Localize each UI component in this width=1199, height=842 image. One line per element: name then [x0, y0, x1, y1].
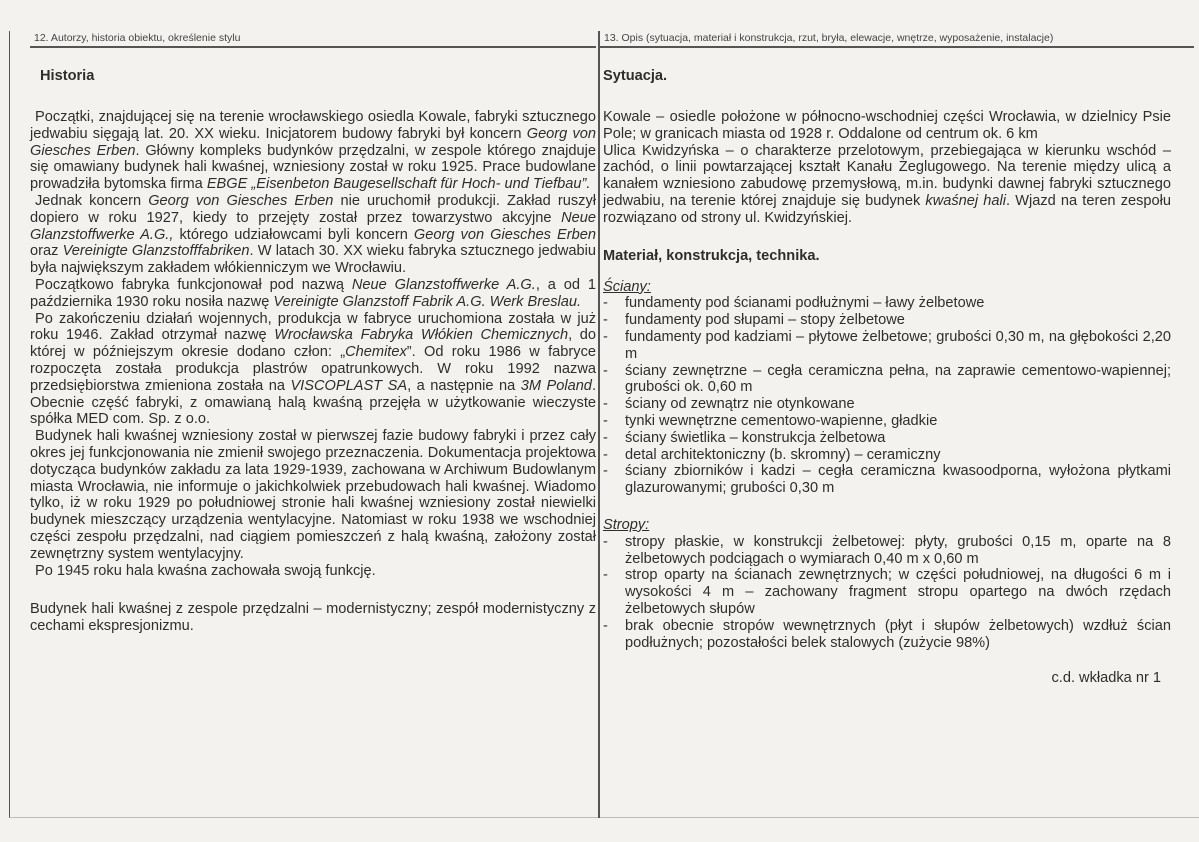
wall-item: - ściany zbiorników i kadzi – cegła ceramiczna kwasoodporna, wyłożona płytkami glazurowanymi; grubości 0,30 m	[603, 463, 1171, 497]
wall-item: - fundamenty pod ścianami podłużnymi – ławy żelbetowe	[603, 295, 1171, 312]
history-paragraph	[30, 563, 596, 580]
paragraph-text: , do której w późniejszym okresie dodano człon: „	[30, 327, 597, 361]
wall-item: - fundamenty pod kadziami – płytowe żelbetowe; grubości 0,30 m, na głębokości 2,20 m	[603, 329, 1171, 363]
column-divider	[598, 31, 600, 818]
italic-name: Vereinigte Glanzstoff Fabrik A.G. Werk Breslau.	[273, 293, 582, 310]
wall-item: - detal architektoniczny (b. skromny) – ceramiczny	[603, 447, 1171, 464]
history-paragraph	[30, 311, 596, 429]
italic-name: Neue Glanzstoffwerke A.G.	[351, 276, 536, 293]
situation-paragraph-2	[603, 143, 1171, 227]
situation-text-end: . Wjazd na teren zespołu rozwiązano od strony ul. Kwidzyńskiej.	[603, 192, 1171, 226]
paragraph-text: ”. Od roku 1986 w fabryce rozpoczęta została produkcja plastrów opatrunkowych. W roku 1992 nazwa przedsiębiorstwa zmieniona została na	[30, 344, 596, 394]
situation-italic: kwaśnej hali	[925, 192, 1007, 209]
paragraph-text: Początkowo fabryka funkcjonował pod nazwą	[35, 276, 352, 293]
italic-name: Vereinigte Glanzstofffabriken	[62, 243, 250, 260]
paragraph-text: Po 1945 roku hala kwaśna zachowała swoją funkcję.	[35, 562, 376, 579]
wall-item: - ściany zewnętrzne – cegła ceramiczna pełna, na zaprawie cementowo-wapiennej; grubości ok. 0,60 m	[603, 363, 1171, 397]
paragraph-text: Budynek hali kwaśnej wzniesiony został w pierwszej fazie budowy fabryki i przez cały okres jej funkcjonowania nie zmienił swojego przeznaczenia. Dokumentacja projektowa dotycząca budynków zakładu za lata 1929-1939, zachowana w Archiwum Budowlanym miasta Wrocławia, nie informuje o jakichkolwiek przebudowach hali kwaśnej. Wiadomo tylko, iż w roku 1929 po południowej stronie hali kwaśnej wzniesiony został niewielki budynek mieszczący urządzenia wentylacyjne. Natomiast w roku 1938 we wschodniej części zespołu przędzalni, nad ciągiem pomieszczeń z halą kwaśną, założony został zewnętrzny system wentylacyjny.	[30, 428, 596, 562]
continued-note: c.d. wkładka nr 1	[1051, 670, 1161, 687]
ceiling-item: - brak obecnie stropów wewnętrznych (płyt i słupów żelbetowych) wzdłuż ścian podłużnych; pozostałości belek stalowych (zużycie 98%)	[603, 618, 1171, 652]
ceiling-item: - strop oparty na ścianach zewnętrznych; w części południowej, na długości 6 m i wysokości 4 m – zachowany fragment stropu opartego na dwóch rzędach żelbetowych słupów	[603, 567, 1171, 617]
right-section-header: 13. Opis (sytuacja, materiał i konstrukcja, rzut, bryła, elewacje, wnętrze, wyposażenie, instalacje)	[604, 32, 1054, 44]
paragraph-text: Początki, znajdującej się na terenie wrocławskiego osiedla Kowale, fabryki sztucznego jedwabiu sięgają lat. 20. XX wieku. Inicjatorem budowy fabryki był koncern	[30, 109, 596, 142]
history-title: Historia	[40, 68, 95, 84]
italic-name: Chemitex	[345, 344, 407, 361]
description-column	[603, 66, 1171, 687]
ceilings-list	[603, 534, 1171, 652]
paragraph-text: Po zakończeniu działań wojennych, produkcja w fabryce uruchomiona została w już roku 1946. Zakład otrzymał nazwę	[30, 310, 596, 344]
left-section-header: 12. Autorzy, historia obiektu, określenie stylu	[34, 32, 241, 44]
material-title: Materiał, konstrukcja, technika.	[603, 247, 820, 264]
ceiling-item: - stropy płaskie, w konstrukcji żelbetowej: płyty, grubości 0,15 m, oparte na 8 żelbetowych podciągach o wymiarach 0,40 m x 0,60 m	[603, 534, 1171, 568]
history-paragraph	[30, 428, 596, 562]
paragraph-text: , a następnie na	[407, 377, 521, 394]
left-header-rule	[30, 46, 596, 48]
wall-item: - ściany świetlika – konstrukcja żelbetowa	[603, 430, 1171, 447]
wall-item: - fundamenty pod słupami – stopy żelbetowe	[603, 312, 1171, 329]
italic-name: VISCOPLAST SA	[290, 377, 408, 394]
paragraph-text: którego udziałowcami byli koncern	[173, 226, 414, 243]
situation-title: Sytuacja.	[603, 68, 668, 84]
italic-name: Georg von Giesches Erben	[413, 226, 596, 243]
situation-text: Ulica Kwidzyńska – o charakterze przelotowym, przebiegająca w kierunku wschód – zachód, o linii powtarzającej kształt Kanału Żeglugowego. Na terenie między ulicą a kanałem wzniesiono zabudowę przemysłową, m.in. budynki dawnej fabryki sztucznego jedwabiu, na terenie której znajduje się budynek	[603, 142, 1171, 209]
paragraph-text: . Główny kompleks budynków przędzalni, w zespole którego znajduje się omawiany budynek hali kwaśnej, wzniesiony został w roku 1925. Prace budowlane prowadziła bytomska firma	[30, 142, 596, 193]
right-header-rule	[600, 46, 1194, 48]
italic-name: Georg von Giesches Erben	[30, 125, 596, 159]
paragraph-text: . W latach 30. XX wieku fabryka sztucznego jedwabiu była największym zakładem włókienniczym we Wrocławiu.	[30, 243, 596, 277]
paragraph-text: . Obecnie część fabryki, z omawianą halą kwaśną przejęła w użytkowanie wieczyste spółka MED com. Sp. z o.o.	[30, 377, 596, 428]
history-paragraphs	[30, 109, 596, 579]
italic-name: Neue Glanzstoffwerke A.G.,	[30, 209, 596, 243]
ceilings-label: Stropy:	[603, 516, 650, 533]
walls-label: Ściany:	[603, 278, 651, 295]
italic-name: Wrocławska Fabryka Włókien Chemicznych	[274, 327, 569, 344]
wall-item: - tynki wewnętrzne cementowo-wapienne, gładkie	[603, 413, 1171, 430]
situation-paragraph-1: Kowale – osiedle położone w północno-wschodniej części Wrocławia, w dzielnicy Psie Pole; w granicach miasta od 1928 r. Oddalone od centrum ok. 6 km	[603, 109, 1171, 142]
wall-item: - ściany od zewnątrz nie otynkowane	[603, 396, 1171, 413]
italic-name: 3M Poland	[520, 377, 592, 394]
walls-list	[603, 295, 1171, 497]
italic-name: Georg von Giesches Erben	[148, 192, 334, 209]
paragraph-text: nie uruchomił produkcji. Zakład ruszył dopiero w roku 1927, kiedy to przejęty został przez towarzystwo akcyjne	[30, 192, 596, 226]
paragraph-text: Jednak koncern	[35, 192, 149, 209]
paragraph-text: oraz	[30, 243, 63, 260]
italic-name: EBGE „Eisenbeton Baugesellschaft für Hoch- und Tiefbau”.	[206, 176, 591, 193]
paragraph-text: , a od 1 października 1930 roku nosiła nazwę	[30, 276, 597, 310]
history-paragraph	[30, 109, 596, 193]
history-column	[30, 66, 596, 635]
style-note: Budynek hali kwaśnej z zespole przędzalni – modernistyczny; zespół modernistyczny z cechami ekspresjonizmu.	[30, 601, 596, 635]
history-paragraph	[30, 193, 596, 277]
history-paragraph	[30, 277, 596, 311]
